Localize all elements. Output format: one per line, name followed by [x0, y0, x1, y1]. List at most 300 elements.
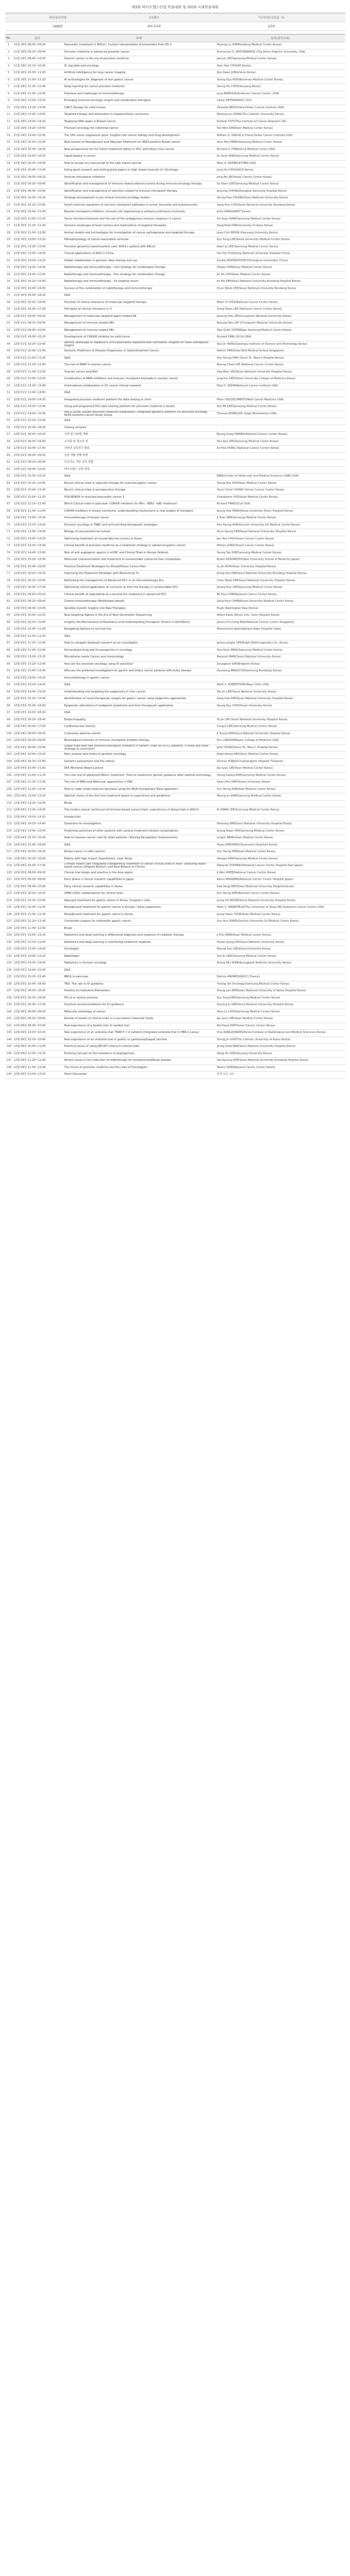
- table-row: [5, 494, 345, 501]
- row-number: 31: [5, 251, 12, 258]
- table-row: [5, 675, 345, 682]
- session-topic: Clinical applications of NGS in China: [63, 251, 215, 258]
- row-number: 91: [5, 668, 12, 675]
- session-speaker: William G. KAELIN Jr.(Dana-Farber Cancer Institute USA): [215, 132, 345, 140]
- session-topic: Early phase 1 clinical research capabilities in Japan: [63, 877, 215, 884]
- session-datetime: 12월 03일 13:00~13:20: [12, 654, 63, 662]
- session-speaker: 민국 모든 교수: [215, 1072, 345, 1079]
- row-number: 120: [5, 870, 12, 877]
- table-row: [5, 758, 345, 766]
- session-speaker: Jaecue LEE(Samsung Medical Center Korea): [215, 56, 345, 63]
- table-row: [5, 919, 345, 926]
- session-topic: Evolving concept on the resistance of angiogenesis: [63, 1050, 215, 1058]
- session-speaker: Peter C. MANSFIELD(The University of Texas MD Anderson Cancer Center USA): [215, 905, 345, 912]
- row-number: 142: [5, 1023, 12, 1030]
- session-speaker: Naomi SON(National Cancer Center Korea): [215, 1064, 345, 1072]
- session-datetime: 12월 05일 13:40~14:00: [12, 946, 63, 954]
- session-datetime: 12월 06일 13:00~13:20: [12, 1072, 63, 1079]
- table-row: [5, 299, 345, 307]
- session-speaker: James Jungho LEE(Bright Biotherapeutics Inc. Korea): [215, 640, 345, 648]
- table-row: [5, 1058, 345, 1065]
- table-row: [5, 619, 345, 626]
- table-row: [5, 237, 345, 244]
- session-speaker: Patrick TAN(Duke-NUS Medical School Singapore): [215, 348, 345, 355]
- table-row: [5, 786, 345, 793]
- row-number: 37: [5, 293, 12, 300]
- session-datetime: 12월 02일 09:20~09:40: [12, 460, 63, 467]
- session-topic: Doing good research and writing great papers in high impact journals (in Oncology): [63, 167, 215, 175]
- session-datetime: 12월 01일 15:40~16:00: [12, 425, 63, 432]
- session-topic: Identify landscape of hepatitis B virus associated hepatocellular carcinoma: Insights for novel therapeutic targets: [63, 341, 215, 348]
- row-number: 86: [5, 633, 12, 640]
- table-row: [5, 140, 345, 147]
- table-row: [5, 334, 345, 342]
- row-number: 50: [5, 383, 12, 390]
- session-topic: PD-L1 in routine practice: [63, 995, 215, 1002]
- session-topic: Q&A: [63, 418, 215, 425]
- row-number: 61: [5, 460, 12, 467]
- session-datetime: 12월 03일 09:20~09:40: [12, 599, 63, 606]
- table-row: [5, 146, 345, 154]
- session-speaker: Sang Hun CHO(Seoul National University Bundang Korea): [215, 202, 345, 209]
- session-speaker: Hyeon Jeong OH(Seoul National University Korea): [215, 939, 345, 946]
- table-row: [5, 355, 345, 362]
- session-datetime: 12월 03일 10:40~11:00: [12, 626, 63, 634]
- table-row: [5, 126, 345, 133]
- table-row: [5, 98, 345, 105]
- session-speaker: Julia YOUNG(Seoul St. Mary's Hospital Korea): [215, 744, 345, 752]
- table-row: [5, 925, 345, 933]
- table-row: [5, 480, 345, 487]
- table-row: [5, 1030, 345, 1037]
- table-row: [5, 682, 345, 689]
- table-row: [5, 49, 345, 56]
- session-speaker: Kwon Jo LEE(Samsung Medical Center Korea): [215, 244, 345, 251]
- table-row: [5, 285, 345, 293]
- table-row: [5, 870, 345, 877]
- session-datetime: 12월 02일 16:00~16:20: [12, 571, 63, 578]
- session-speaker: Yoon Soo CHOI(KP Korea): [215, 63, 345, 70]
- session-topic: Recent clinical trials in perioperative therapy: [63, 487, 215, 495]
- table-row: [5, 307, 345, 314]
- session-datetime: 12월 04일 14:00~14:20: [12, 814, 63, 821]
- row-number: 107: [5, 779, 12, 787]
- row-number: 10: [5, 105, 12, 112]
- session-datetime: 11월 30일 09:20~09:40: [12, 181, 63, 189]
- row-number: 136: [5, 981, 12, 988]
- session-topic: Integrated precision medicine platform for data sharing in clinic: [63, 397, 215, 404]
- session-datetime: 12월 02일 11:00~11:20: [12, 494, 63, 501]
- session-topic: Practice for Indicative Biomarkers: [63, 988, 215, 995]
- session-datetime: 11월 30일 16:00~16:20: [12, 293, 63, 300]
- session-topic: Questions for investigators: [63, 821, 215, 828]
- session-datetime: 12월 05일 09:20~09:40: [12, 877, 63, 884]
- session-speaker: Yoo Jin LEE(Samsung Medical Center Korea): [215, 953, 345, 960]
- session-datetime: 12월 02일 16:20~16:40: [12, 578, 63, 585]
- row-number: 72: [5, 536, 12, 543]
- session-topic: Using anti-programed PD1 data sharing platform for precision medicine in breast: [63, 404, 215, 411]
- session-speaker: Myung-Ju AHN(Samsung Medical Center Korea): [215, 793, 345, 801]
- session-datetime: 12월 05일 16:40~17:00: [12, 1002, 63, 1009]
- row-number: 80: [5, 591, 12, 599]
- row-number: 149: [5, 1072, 12, 1079]
- row-number: 87: [5, 640, 12, 648]
- row-number: 4: [5, 63, 12, 70]
- session-datetime: 12월 06일 11:40~12:00: [12, 1064, 63, 1072]
- session-speaker: Kaoru NAKAJIMA(National Cancer Center Hospital Japan): [215, 877, 345, 884]
- table-row: [5, 508, 345, 515]
- session-topic: Adjuvant treatment for gastric cancer in Korea: Surgeon's view: [63, 897, 215, 905]
- table-row: [5, 953, 345, 960]
- row-number: 24: [5, 202, 12, 209]
- session-speaker: Hugh Washington Kwa (Korea): [215, 605, 345, 613]
- session-topic: Endocrinopathy: [63, 717, 215, 724]
- table-row: [5, 703, 345, 710]
- session-topic: Chinese health care integrated transparency treatment of cancer clinical trials in Asia? (Realizing Asset-based cancer (Diligent Biotech, and Real Biotech in China)): [63, 863, 215, 870]
- session-datetime: 12월 04일 16:40~17:00: [12, 863, 63, 870]
- session-datetime: 12월 04일 09:40~10:00: [12, 744, 63, 752]
- session-topic: 신약 개발 정책 방향: [63, 452, 215, 460]
- row-number: 112: [5, 814, 12, 821]
- table-row: [5, 995, 345, 1002]
- row-number: 59: [5, 446, 12, 453]
- session-topic: Cutaneous adverse events: [63, 731, 215, 738]
- session-datetime: 12월 06일 11:00~11:20: [12, 1050, 63, 1058]
- session-topic: Break: [63, 925, 215, 933]
- row-number: 49: [5, 376, 12, 383]
- session-speaker: Ji-Won RHEE(National Cancer Center Korea): [215, 870, 345, 877]
- session-topic: Chemo-immunotherapy (Multikinase-based): [63, 599, 215, 606]
- session-speaker: Young Kwang KIM(Samsung Medical Center Korea): [215, 772, 345, 779]
- session-speaker: Jong Mu SE(Yonsei Cancer Center Korea): [215, 174, 345, 181]
- session-datetime: 12월 02일 10:00~10:20: [12, 473, 63, 481]
- session-datetime: 12월 01일 16:00~16:20: [12, 432, 63, 439]
- session-speaker: Ji Eun PARK(Asan Medical Center Korea): [215, 933, 345, 940]
- session-speaker: Marc A. ADDERLEY(BMJ USA): [215, 160, 345, 167]
- session-datetime: 12월 04일 16:00~16:20: [12, 849, 63, 856]
- row-number: 62: [5, 466, 12, 473]
- session-speaker: Wuxing Lu (KPMGenborg Medical Center Korea): [215, 42, 345, 49]
- row-number: 52: [5, 397, 12, 404]
- row-number: 56: [5, 425, 12, 432]
- table-row: [5, 835, 345, 842]
- table-row: [5, 626, 345, 634]
- table-row: [5, 696, 345, 703]
- table-row: [5, 209, 345, 216]
- session-topic: Management of molecular targeted agent related AE: [63, 313, 215, 320]
- session-speaker: Emmanuel S. ANTONARAKIS (The Johns Hopkins University, USA): [215, 49, 345, 56]
- row-number: 1: [5, 42, 12, 49]
- table-row: [5, 313, 345, 320]
- row-number: 110: [5, 800, 12, 807]
- row-number: 146: [5, 1050, 12, 1058]
- session-topic: Genomic landscape of brain tumors and implications of targeted therapies: [63, 223, 215, 230]
- table-row: [5, 640, 345, 648]
- session-datetime: 11월 30일 16:40~17:00: [12, 307, 63, 314]
- session-topic: Radiotherapy and immunotherapy - new strategy for combination therapy: [63, 265, 215, 272]
- table-row: [5, 647, 345, 654]
- table-row: [5, 230, 345, 237]
- summary-value-cell: 1단위: [197, 22, 345, 31]
- table-row: [5, 1050, 345, 1058]
- session-topic: Break: [63, 800, 215, 807]
- session-topic: Radiologist: [63, 953, 215, 960]
- session-topic: SKK Memorial Award Lecture: [63, 766, 215, 773]
- session-topic: Q&A: [63, 293, 215, 300]
- row-number: 3: [5, 56, 12, 63]
- session-topic: 소아암 및 청소년 암: [63, 438, 215, 446]
- session-datetime: 12월 05일 10:40~11:00: [12, 905, 63, 912]
- session-datetime: 12월 03일 09:40~10:00: [12, 605, 63, 613]
- row-number: 65: [5, 487, 12, 495]
- session-topic: The core role of advanced NSCLC treatment: Time to implement genetic guidance after optimal technology: [63, 772, 215, 779]
- table-row: [5, 689, 345, 696]
- session-topic: Pancreatic treatment in NSCLC: Current interpretation of prevention from PD-1: [63, 42, 215, 49]
- row-number: 6: [5, 77, 12, 84]
- table-row: [5, 578, 345, 585]
- session-datetime: 12월 01일 11:40~12:00: [12, 369, 63, 376]
- table-row: [5, 988, 345, 995]
- table-row: [5, 814, 345, 821]
- row-number: 9: [5, 98, 12, 105]
- table-row: [5, 1037, 345, 1044]
- table-row: [5, 181, 345, 189]
- row-number: 55: [5, 418, 12, 425]
- row-number: 126: [5, 911, 12, 919]
- session-topic: Practical Treatment Strategies for Breast/Ovary Cancer Pain: [63, 564, 215, 571]
- session-speaker: -: [215, 633, 345, 640]
- session-datetime: 12월 01일 11:00~11:20: [12, 355, 63, 362]
- session-datetime: 12월 04일 11:40~12:00: [12, 786, 63, 793]
- session-datetime: 12월 04일 13:40~14:00: [12, 807, 63, 815]
- session-speaker: Sang Gon KIM(Seoul National University Hospital Korea): [215, 696, 345, 703]
- table-row: [5, 452, 345, 460]
- row-number: 133: [5, 960, 12, 968]
- row-number: 129: [5, 933, 12, 940]
- table-row: [5, 174, 345, 181]
- session-speaker: Hyun Wook LEE(Seoul National University Bundang Korea): [215, 285, 345, 293]
- session-topic: Panel Discussion: [63, 1072, 215, 1079]
- session-datetime: 12월 01일 16:20~16:40: [12, 438, 63, 446]
- table-row: [5, 132, 345, 140]
- session-speaker: Seung Gyu KOH(Boramae Medical Center Korea): [215, 77, 345, 84]
- session-speaker: Kyoung Hee LEE (Chungnam National University Korea): [215, 320, 345, 328]
- row-number: 26: [5, 216, 12, 223]
- session-speaker: Ji Young KIM(Seoul National University Hospital Korea): [215, 731, 345, 738]
- session-speaker: Richard FINN (UCLA USA): [215, 334, 345, 342]
- row-number: 121: [5, 877, 12, 884]
- document-page: [5, 3, 345, 1079]
- session-datetime: 12월 05일 10:00~10:20: [12, 891, 63, 898]
- row-number: 141: [5, 1016, 12, 1023]
- table-row: [5, 425, 345, 432]
- session-topic: Radiomics and deep learning in monitoring treatment response: [63, 939, 215, 946]
- session-datetime: 12월 04일 10:00~10:20: [12, 752, 63, 759]
- session-speaker: Soo Hyun PARK(Samsung Medical Center Korea): [215, 647, 345, 654]
- session-topic: Clinical benefit of precision medicine as a treatment strategy in advanced gastric cancer: [63, 543, 215, 550]
- session-topic: Tumor microenvironment and the role of the endogenous immune response in cancer: [63, 216, 215, 223]
- session-topic: Strategy development in pre-clinical immuno-oncology studies: [63, 195, 215, 202]
- session-datetime: 12월 05일 16:20~16:40: [12, 995, 63, 1002]
- session-speaker: Hyeju KIM(SMSH(Severance Hospital) Korea): [215, 842, 345, 849]
- session-datetime: 12월 02일 10:20~10:40: [12, 480, 63, 487]
- session-topic: How are the precision oncology using AI solutions?: [63, 661, 215, 668]
- session-speaker: Ki HWAN LEE(Samsung Medical Center Korea): [215, 807, 345, 815]
- session-datetime: 12월 06일 09:00~09:20: [12, 1009, 63, 1016]
- session-speaker: Fabrice ANDRE(IGR(CC) France): [215, 974, 345, 981]
- row-number: 13: [5, 126, 12, 133]
- table-row: [5, 383, 345, 390]
- session-topic: Early clinical research capabilities in Korea: [63, 884, 215, 891]
- session-speaker: Sang-Yeob KIM(University of Ulsan Korea): [215, 223, 345, 230]
- table-row: [5, 842, 345, 849]
- session-datetime: 12월 01일 14:00~14:20: [12, 397, 63, 404]
- session-topic: Predicting outcomes of other patients with various treatment-related complications: [63, 828, 215, 835]
- session-datetime: 11월 30일 09:00~09:20: [12, 174, 63, 181]
- row-number: 77: [5, 571, 12, 578]
- row-number: 130: [5, 939, 12, 946]
- session-topic: Ovarian cancer and NGS: [63, 369, 215, 376]
- session-topic: New-targeting Agents in the Era of Next Generation Sequencing: [63, 613, 215, 620]
- session-speaker: -: [215, 675, 345, 682]
- session-datetime: 11월 29일 09:20~09:40: [12, 49, 63, 56]
- session-speaker: Hoseong KIM(Seoul National University Hospital Korea): [215, 821, 345, 828]
- session-datetime: 12월 03일 10:00~10:20: [12, 613, 63, 620]
- session-speaker: Cathy PIETRANGELO (GU): [215, 98, 345, 105]
- row-number: 104: [5, 758, 12, 766]
- table-row: [5, 605, 345, 613]
- row-number: 94: [5, 689, 12, 696]
- session-speaker: Keith S. ROBERTSON(Mayo Clinic USA): [215, 682, 345, 689]
- session-datetime: 12월 05일 15:40~16:00: [12, 981, 63, 988]
- session-topic: How to make small-molecule decisions using the Multi-Disciplinary Team approach?: [63, 786, 215, 793]
- row-number: 134: [5, 967, 12, 974]
- session-topic: BRCA in pancreas: [63, 974, 215, 981]
- session-speaker: Thomas RISMILLER (Sage Bionetworks USA): [215, 411, 345, 418]
- session-speaker: Tiroing Q4 Oncology(Samsung Medical Center Korea): [215, 981, 345, 988]
- session-speaker: Kyu Sung LEE(Korea University Medical Center Korea): [215, 237, 345, 244]
- session-datetime: 11월 29일 14:20~14:40: [12, 126, 63, 133]
- session-topic: Liquid biopsy in cancer: [63, 154, 215, 161]
- summary-table: [5, 13, 345, 31]
- table-row: [5, 585, 345, 592]
- table-row: [5, 418, 345, 425]
- session-topic: Conversion surgery for metastatic gastric cancer: [63, 919, 215, 926]
- session-topic: Optimizing treatment of neuroendocrine tumors in Korea: [63, 536, 215, 543]
- row-number: 17: [5, 154, 12, 161]
- session-datetime: 12월 04일 09:20~09:40: [12, 738, 63, 745]
- session-datetime: 12월 06일 10:40~11:00: [12, 1044, 63, 1051]
- session-speaker: -: [215, 452, 345, 460]
- row-number: 30: [5, 244, 12, 251]
- column-header-date: 일시: [12, 35, 63, 42]
- session-speaker: -: [215, 967, 345, 974]
- session-topic: 산학연 공동연구 발표: [63, 446, 215, 453]
- session-topic: Optimal choice of the first line treatment based on experience and guidelines: [63, 793, 215, 801]
- session-datetime: 12월 06일 10:20~10:40: [12, 1037, 63, 1044]
- session-topic: Q&A: [63, 473, 215, 481]
- row-number: 140: [5, 1009, 12, 1016]
- session-datetime: 12월 04일 14:20~14:40: [12, 821, 63, 828]
- table-row: [5, 807, 345, 815]
- session-topic: Promises and challenges of immunotherapy: [63, 91, 215, 98]
- session-datetime: 12월 02일 13:20~13:40: [12, 522, 63, 529]
- session-datetime: 12월 01일 14:20~14:40: [12, 404, 63, 411]
- session-topic: Precision oncology in TNBC and anti-vomiting therapeutic strategies: [63, 522, 215, 529]
- session-datetime: 11월 29일 16:40~17:00: [12, 167, 63, 175]
- row-number: 115: [5, 835, 12, 842]
- session-topic: The role of MRD and Molecular approaches in HNC: [63, 779, 215, 787]
- session-speaker: Jung MAMOUR(Anderson Cancer Center, USA): [215, 91, 345, 98]
- session-topic: The medico sexual continuum of immune-based cancer trials: experiences of doing trials in NSCLC: [63, 807, 215, 815]
- session-topic: Radiomics and deep learning in differential diagnosis and response of radiation therapy: [63, 933, 215, 940]
- session-datetime: 12월 02일 13:40~14:00: [12, 529, 63, 536]
- session-datetime: 12월 01일 13:00~13:20: [12, 376, 63, 383]
- summary-header-row: [5, 13, 345, 22]
- session-topic: Q&A: [63, 633, 215, 640]
- session-datetime: 11월 30일 11:40~12:00: [12, 230, 63, 237]
- session-topic: Q&A: [63, 967, 215, 974]
- session-datetime: 11월 29일 15:20~15:40: [12, 140, 63, 147]
- session-topic: Sensible Genetic Insights into New Therapies: [63, 605, 215, 613]
- table-row: [5, 341, 345, 348]
- table-row: [5, 766, 345, 773]
- row-number: 51: [5, 390, 12, 397]
- row-number: 99: [5, 724, 12, 731]
- session-datetime: 12월 02일 11:40~12:00: [12, 508, 63, 515]
- row-number: 113: [5, 821, 12, 828]
- row-number: 39: [5, 307, 12, 314]
- session-speaker: Yeon Hee PARK(Samsung Medical Center Korea): [215, 140, 345, 147]
- table-row: [5, 536, 345, 543]
- table-row: [5, 821, 345, 828]
- table-row: [5, 460, 345, 467]
- row-number: 128: [5, 925, 12, 933]
- table-row: [5, 863, 345, 870]
- summary-value-cell: 세미나단위: [110, 22, 197, 31]
- session-speaker: Takayuki YOSHINO(National Cancer Center Hospital East Japan): [215, 863, 345, 870]
- row-number: 2: [5, 49, 12, 56]
- table-row: [5, 466, 345, 473]
- session-topic: Q&A: [63, 682, 215, 689]
- session-speaker: Jin-Ha KIM(Seoul National University Bundang Hospital Korea): [215, 279, 345, 286]
- table-row: [5, 251, 345, 258]
- session-speaker: Young Jin SUH(The Catholic University of Korea Korea): [215, 1037, 345, 1044]
- table-row: [5, 543, 345, 550]
- session-datetime: 12월 01일 09:40~10:00: [12, 327, 63, 334]
- session-datetime: 12월 02일 11:20~11:40: [12, 501, 63, 509]
- session-topic: Principles of clinical relevance in CI: [63, 307, 215, 314]
- session-speaker: Eliza C. KOHN(National Cancer Institute USA): [215, 383, 345, 390]
- table-row: [5, 438, 345, 446]
- row-number: 100: [5, 731, 12, 738]
- session-topic: Optimizing clinical application of curcumin as first line therapy in unresectable HCC: [63, 585, 215, 592]
- table-row: [5, 404, 345, 411]
- row-number: 148: [5, 1064, 12, 1072]
- session-topic: Real experience of an umbrella trial in gastric or gastroesophageal junction: [63, 1037, 215, 1044]
- table-row: [5, 974, 345, 981]
- session-datetime: 12월 05일 14:40~15:00: [12, 967, 63, 974]
- session-speaker: -: [215, 460, 345, 467]
- table-row: [5, 591, 345, 599]
- session-topic: Emerging immuno-oncology targets and combination therapies: [63, 98, 215, 105]
- session-datetime: 12월 02일 10:40~11:00: [12, 487, 63, 495]
- session-datetime: 11월 29일 14:00~14:20: [12, 118, 63, 126]
- session-datetime: 11월 30일 13:00~13:20: [12, 237, 63, 244]
- session-datetime: 12월 02일 14:20~14:40: [12, 543, 63, 550]
- session-datetime: 11월 30일 11:00~11:20: [12, 216, 63, 223]
- session-speaker: Myeong Jun SONG(The Catholic University Korea): [215, 112, 345, 119]
